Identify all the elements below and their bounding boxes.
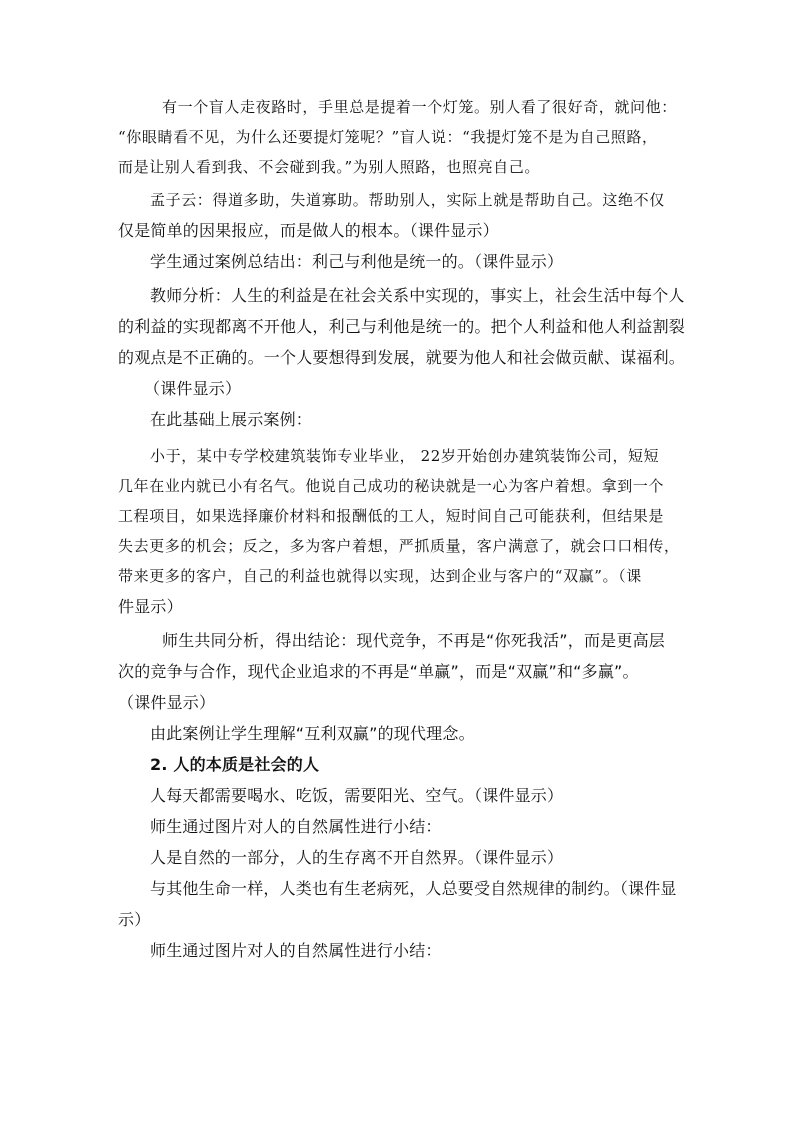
mencius-line: 孟子云：得道多助，失道寡助。帮助别人，实际上就是帮助自己。这绝不仅	[150, 191, 665, 209]
teacher-analysis-line: 教师分析：人生的利益是在社会关系中实现的，事实上，社会生活中每个人	[150, 286, 685, 305]
case-line: 小于，某中专学校建筑装饰专业毕业， 22岁开始创办建筑装饰公司，短短	[150, 447, 660, 465]
section-heading: 2. 人的本质是社会的人	[150, 755, 320, 774]
case-line: 工程项目，如果选择廉价材料和报酬低的工人，短时间自己可能获利，但结果是	[118, 507, 665, 525]
teacher-analysis-line: 的观点是不正确的。一个人要想得到发展，就要为他人和社会做贡献、谋福利。	[118, 348, 686, 367]
joint-analysis-paragraph	[118, 625, 678, 718]
summary-intro-2: 师生通过图片对人的自然属性进行小结：	[150, 941, 442, 960]
life-law-line: 与其他生命一样，人类也有生老病死，人总要受自然规律的制约。（课件显	[150, 879, 677, 898]
summary-intro-1: 师生通过图片对人的自然属性进行小结：	[150, 817, 442, 836]
teacher-analysis-paragraph	[118, 280, 686, 404]
student-summary: 学生通过案例总结出：利己与利他是统一的。（课件显示）	[150, 252, 564, 271]
story-line: 而是让别人看到我、不会碰到我。”为别人照路，也照亮自己。	[118, 158, 540, 176]
life-law-paragraph	[118, 873, 678, 935]
case-conclusion: 由此案例让学生理解“互利双赢”的现代理念。	[150, 724, 475, 743]
case-line: 失去更多的机会；反之，多为客户着想，严抓质量，客户满意了，就会口口相传，	[118, 537, 680, 555]
daily-needs: 人每天都需要喝水、吃饭，需要阳光、空气。（课件显示）	[150, 786, 564, 805]
case-line: 带来更多的客户，自己的利益也就得以实现，达到企业与客户的“双赢”。（课	[118, 567, 642, 585]
mencius-paragraph	[118, 185, 678, 246]
nature-part: 人是自然的一部分，人的生存离不开自然界。（课件显示）	[150, 848, 564, 867]
mencius-line: 仅是简单的因果报应，而是做人的根本。（课件显示）	[118, 221, 499, 240]
case-line: 件显示）	[118, 597, 183, 616]
joint-analysis-line: 次的竞争与合作，现代企业追求的不再是“单赢”，而是“双赢”和“多赢”。	[118, 662, 639, 681]
document-page	[118, 92, 686, 966]
story-blind-paragraph	[118, 92, 678, 182]
teacher-analysis-line: 的利益的实现都离不开他人，利己与利他是统一的。把个人利益和他人利益割裂	[118, 317, 686, 336]
joint-analysis-line: 师生共同分析，得出结论：现代竞争，不再是“你死我活”，而是更高层	[162, 631, 665, 650]
teacher-analysis-line: （课件显示）	[144, 379, 242, 398]
story-line: 有一个盲人走夜路时，手里总是提着一个灯笼。别人看了很好奇，就问他：	[162, 98, 677, 116]
case-xiaoyu-paragraph	[118, 441, 678, 622]
story-line: “你眼睛看不见，为什么还要提灯笼呢？”盲人说：“我提灯笼不是为自己照路，	[118, 128, 658, 146]
joint-analysis-line: （课件显示）	[118, 693, 216, 712]
show-case-intro: 在此基础上展示案例：	[150, 410, 313, 429]
life-law-line: 示）	[118, 910, 151, 929]
case-line: 几年在业内就已小有名气。他说自己成功的秘诀就是一心为客户着想。拿到一个	[118, 477, 665, 495]
